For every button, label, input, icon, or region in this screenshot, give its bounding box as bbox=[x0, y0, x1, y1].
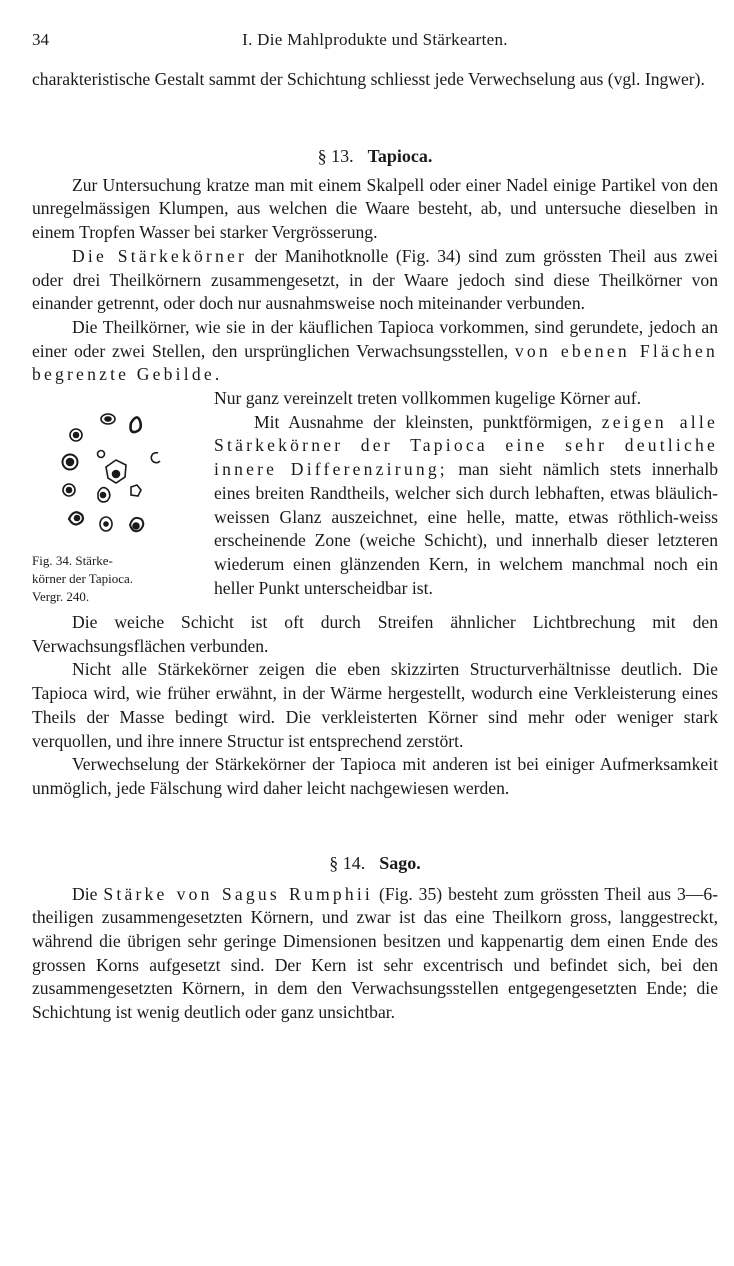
section-13-title: Tapioca. bbox=[367, 145, 433, 166]
tapioca-p2-spaced: Die Stärkekörner bbox=[72, 245, 248, 266]
page bbox=[32, 30, 718, 1025]
grain-9-core bbox=[101, 493, 106, 498]
grain-7-core bbox=[67, 459, 74, 466]
tapioca-p3-start: Die Theilkörner, wie sie in der käuflichen Tapioca vorkommen, sind gerundete, jedoch an einer oder zwei Stellen, den ursprünglichen Verwachsungsstellen, bbox=[32, 316, 718, 361]
figure-34 bbox=[32, 389, 200, 611]
running-header bbox=[32, 30, 718, 58]
tapioca-p4-spaced: zeigen alle Stärkekörner der Tapioca eine sehr deutliche innere Differenzirung; bbox=[214, 411, 718, 480]
tapioca-paragraph-6: Nicht alle Stärkekörner zeigen die eben skizzirten Structurverhältnisse deutlich. Die Tapioca wird, wie früher erwähnt, in der Wärme hergestellt, wodurch eine Verkleisterung eines Theils der Masse bedingt wird. Die verkleisterten Körner sind mehr oder weniger stark verquollen, und ihre innere Structur ist entsprechend zerstört. bbox=[32, 659, 718, 751]
grain-6 bbox=[151, 453, 160, 463]
sago-p1-rest: (Fig. 35) besteht zum grössten Theil aus 3—6-theiligen zusammengesetzten Körnern, und zwar ist das eine Theilkorn gross, langgestreckt, während die übrigen sehr geringe Dimensionen besitzen und kappenartig dem einen Ende des grossen Korns aufgesetzt sind. Der Kern ist sehr excentrisch und befindet sich, bei den zusammengesetzten Körnern, in dem den Verwachsungsstellen entgegengesetzten Ende; die Schichtung ist wenig deutlich oder ganz unsichtbar. bbox=[32, 883, 718, 1023]
grain-12-core bbox=[104, 522, 108, 526]
grain-11-core bbox=[75, 516, 80, 521]
sago-p1-start: Die bbox=[72, 883, 104, 904]
grain-10 bbox=[131, 485, 141, 496]
section-14-number: § 14. bbox=[329, 852, 366, 873]
tapioca-p4-start: Mit Ausnahme der kleinsten, punktförmigen, bbox=[254, 411, 602, 432]
tapioca-paragraph-5: Die weiche Schicht ist oft durch Streifen ähnlicher Lichtbrechung mit den Verwachsungsflächen verbunden. bbox=[32, 612, 718, 656]
grain-2 bbox=[131, 417, 141, 432]
section-13-heading bbox=[32, 144, 718, 168]
caption-line-2: körner der Tapioca. bbox=[32, 571, 133, 587]
figure-34-caption bbox=[32, 552, 196, 606]
grain-13-core bbox=[133, 523, 139, 529]
grain-5-core bbox=[113, 471, 120, 478]
grain-3-core bbox=[74, 433, 79, 438]
caption-line-1: Fig. 34. Stärke- bbox=[32, 553, 113, 569]
section-14-heading bbox=[32, 851, 718, 875]
grain-4 bbox=[98, 451, 105, 458]
tapioca-p4-rest: man sieht nämlich stets innerhalb eines breiten Randtheils, welcher sich durch lebhaften, etwas bläulich-weissen Glanz auszeichnet, eine helle, matte, etwas röthlich-weiss erscheinende Zone (weiche Schicht), und innerhalb dieser letzteren wiederum einen glänzenden Kern, in welchem manchmal noch ein heller Punkt unterscheidbar ist. bbox=[214, 459, 719, 598]
tapioca-p3-spaced: von ebenen Flächen begrenzte Gebilde. bbox=[32, 340, 718, 385]
tapioca-paragraph-3 bbox=[32, 316, 718, 387]
tapioca-paragraph-7: Verwechselung der Stärkekörner der Tapioca mit anderen ist bei einiger Aufmerksamkeit unmöglich, jede Fälschung wird daher leicht nachgewiesen werden. bbox=[32, 754, 718, 798]
page-number: 34 bbox=[32, 30, 49, 49]
tapioca-paragraph-1: Zur Untersuchung kratze man mit einem Skalpell oder einer Nadel einige Partikel von den unregelmässigen Klumpen, aus welchen die Waare besteht, ab, und untersuche dieselben in einem Tropfen Wasser bei starker Vergrösserung. bbox=[32, 174, 718, 243]
grain-8-core bbox=[67, 488, 72, 493]
caption-line-3: Vergr. 240. bbox=[32, 589, 90, 605]
sago-p1-spaced: Stärke von Sagus Rumphii bbox=[103, 883, 374, 904]
section-13-number: § 13. bbox=[317, 145, 354, 166]
grain-1-core bbox=[105, 417, 111, 421]
tapioca-paragraph-2 bbox=[32, 245, 718, 316]
sago-paragraph-1 bbox=[32, 883, 718, 1025]
tapioca-p2-rest: der Manihotknolle (Fig. 34) sind zum grössten Theil aus zwei oder drei Theilkörnern zusammengesetzt, in der Waare jedoch sind diese Theilkörner von einander getrennt, oder doch nur ausnahmsweise noch miteinander verbunden. bbox=[32, 245, 718, 314]
tapioca-paragraph-3-end: Nur ganz vereinzelt treten vollkommen kugelige Körner auf. bbox=[214, 388, 641, 409]
intro-paragraph: charakteristische Gestalt sammt der Schichtung schliesst jede Verwechselung aus (vgl. Ingwer). bbox=[32, 69, 705, 89]
running-title: I. Die Mahlprodukte und Stärkearten. bbox=[242, 30, 508, 49]
figure-34-starch-grains bbox=[32, 389, 200, 549]
section-14-title: Sago. bbox=[379, 852, 421, 873]
